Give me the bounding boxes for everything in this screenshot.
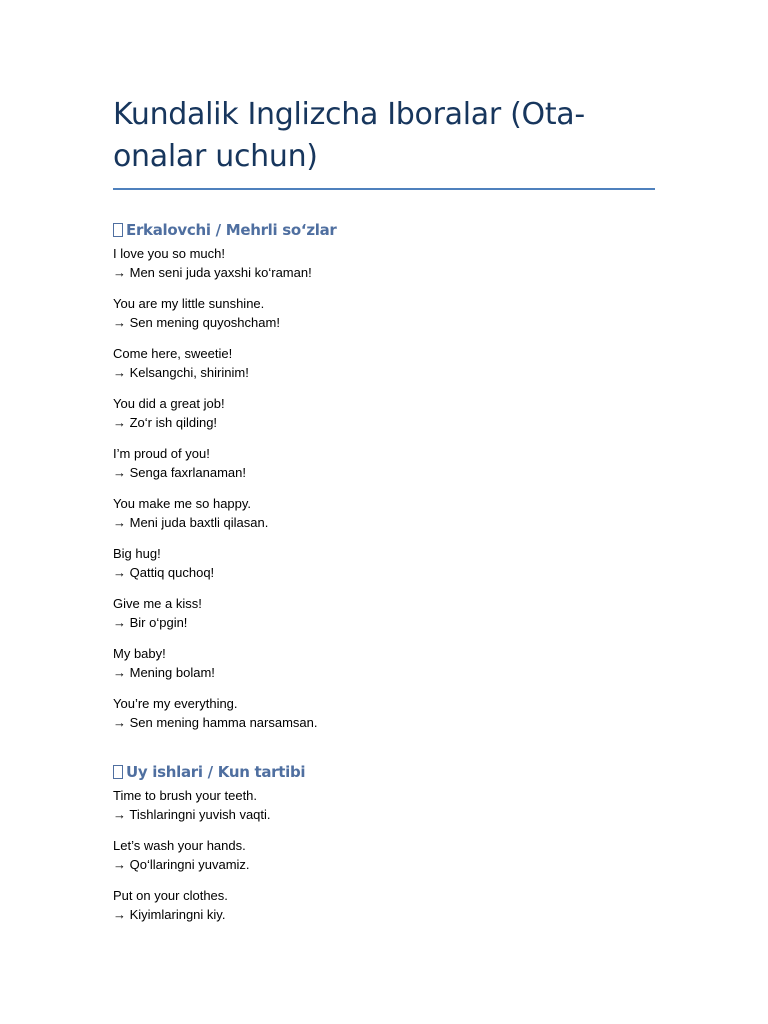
phrase-item xyxy=(113,294,655,332)
phrase-uzbek: → Zo‘r ish qilding! xyxy=(113,415,218,430)
phrase-uzbek: → Mening bolam! xyxy=(113,665,215,680)
phrase-item xyxy=(113,444,655,482)
document-page xyxy=(113,94,655,936)
section-heading-text: Erkalovchi / Mehrli so‘zlar xyxy=(126,221,337,239)
phrase-item xyxy=(113,786,655,824)
phrase-uzbek: → Sen mening hamma narsamsan. xyxy=(113,715,318,730)
phrase-uzbek: → Senga faxrlanaman! xyxy=(113,465,246,480)
phrase-item xyxy=(113,694,655,732)
phrase-uzbek: → Men seni juda yaxshi ko‘raman! xyxy=(113,265,312,280)
phrase-uzbek: → Tishlaringni yuvish vaqti. xyxy=(113,807,271,822)
phrase-english: Big hug! xyxy=(113,546,161,561)
section-heading xyxy=(113,762,655,782)
phrase-english: Let’s wash your hands. xyxy=(113,838,246,853)
phrase-uzbek: → Qattiq quchoq! xyxy=(113,565,215,580)
phrase-item xyxy=(113,886,655,924)
phrase-uzbek: → Kiyimlaringni kiy. xyxy=(113,907,226,922)
phrase-english: Come here, sweetie! xyxy=(113,346,233,361)
phrase-item xyxy=(113,836,655,874)
missing-glyph-icon xyxy=(113,223,123,237)
phrase-uzbek: → Sen mening quyoshcham! xyxy=(113,315,280,330)
phrase-uzbek: → Bir o‘pgin! xyxy=(113,615,188,630)
phrase-english: Give me a kiss! xyxy=(113,596,202,611)
phrase-item xyxy=(113,344,655,382)
section-affection xyxy=(113,220,655,732)
phrase-item xyxy=(113,494,655,532)
phrase-english: I’m proud of you! xyxy=(113,446,210,461)
section-routine xyxy=(113,762,655,924)
phrase-item xyxy=(113,644,655,682)
phrase-item xyxy=(113,394,655,432)
phrase-uzbek: → Meni juda baxtli qilasan. xyxy=(113,515,269,530)
phrase-english: You make me so happy. xyxy=(113,496,252,511)
phrase-english: You are my little sunshine. xyxy=(113,296,265,311)
phrase-english: My baby! xyxy=(113,646,166,661)
phrase-english: Time to brush your teeth. xyxy=(113,788,258,803)
phrase-english: Put on your clothes. xyxy=(113,888,228,903)
missing-glyph-icon xyxy=(113,765,123,779)
phrase-item xyxy=(113,594,655,632)
title-divider xyxy=(113,188,655,190)
section-heading xyxy=(113,220,655,240)
phrase-english: You’re my everything. xyxy=(113,696,238,711)
phrase-item xyxy=(113,244,655,282)
phrase-uzbek: → Qo‘llaringni yuvamiz. xyxy=(113,857,250,872)
phrase-item xyxy=(113,544,655,582)
page-title: Kundalik Inglizcha Iboralar (Ota-onalar uchun) xyxy=(113,97,585,174)
section-heading-text: Uy ishlari / Kun tartibi xyxy=(126,763,306,781)
phrase-english: You did a great job! xyxy=(113,396,225,411)
phrase-uzbek: → Kelsangchi, shirinim! xyxy=(113,365,249,380)
phrase-english: I love you so much! xyxy=(113,246,225,261)
